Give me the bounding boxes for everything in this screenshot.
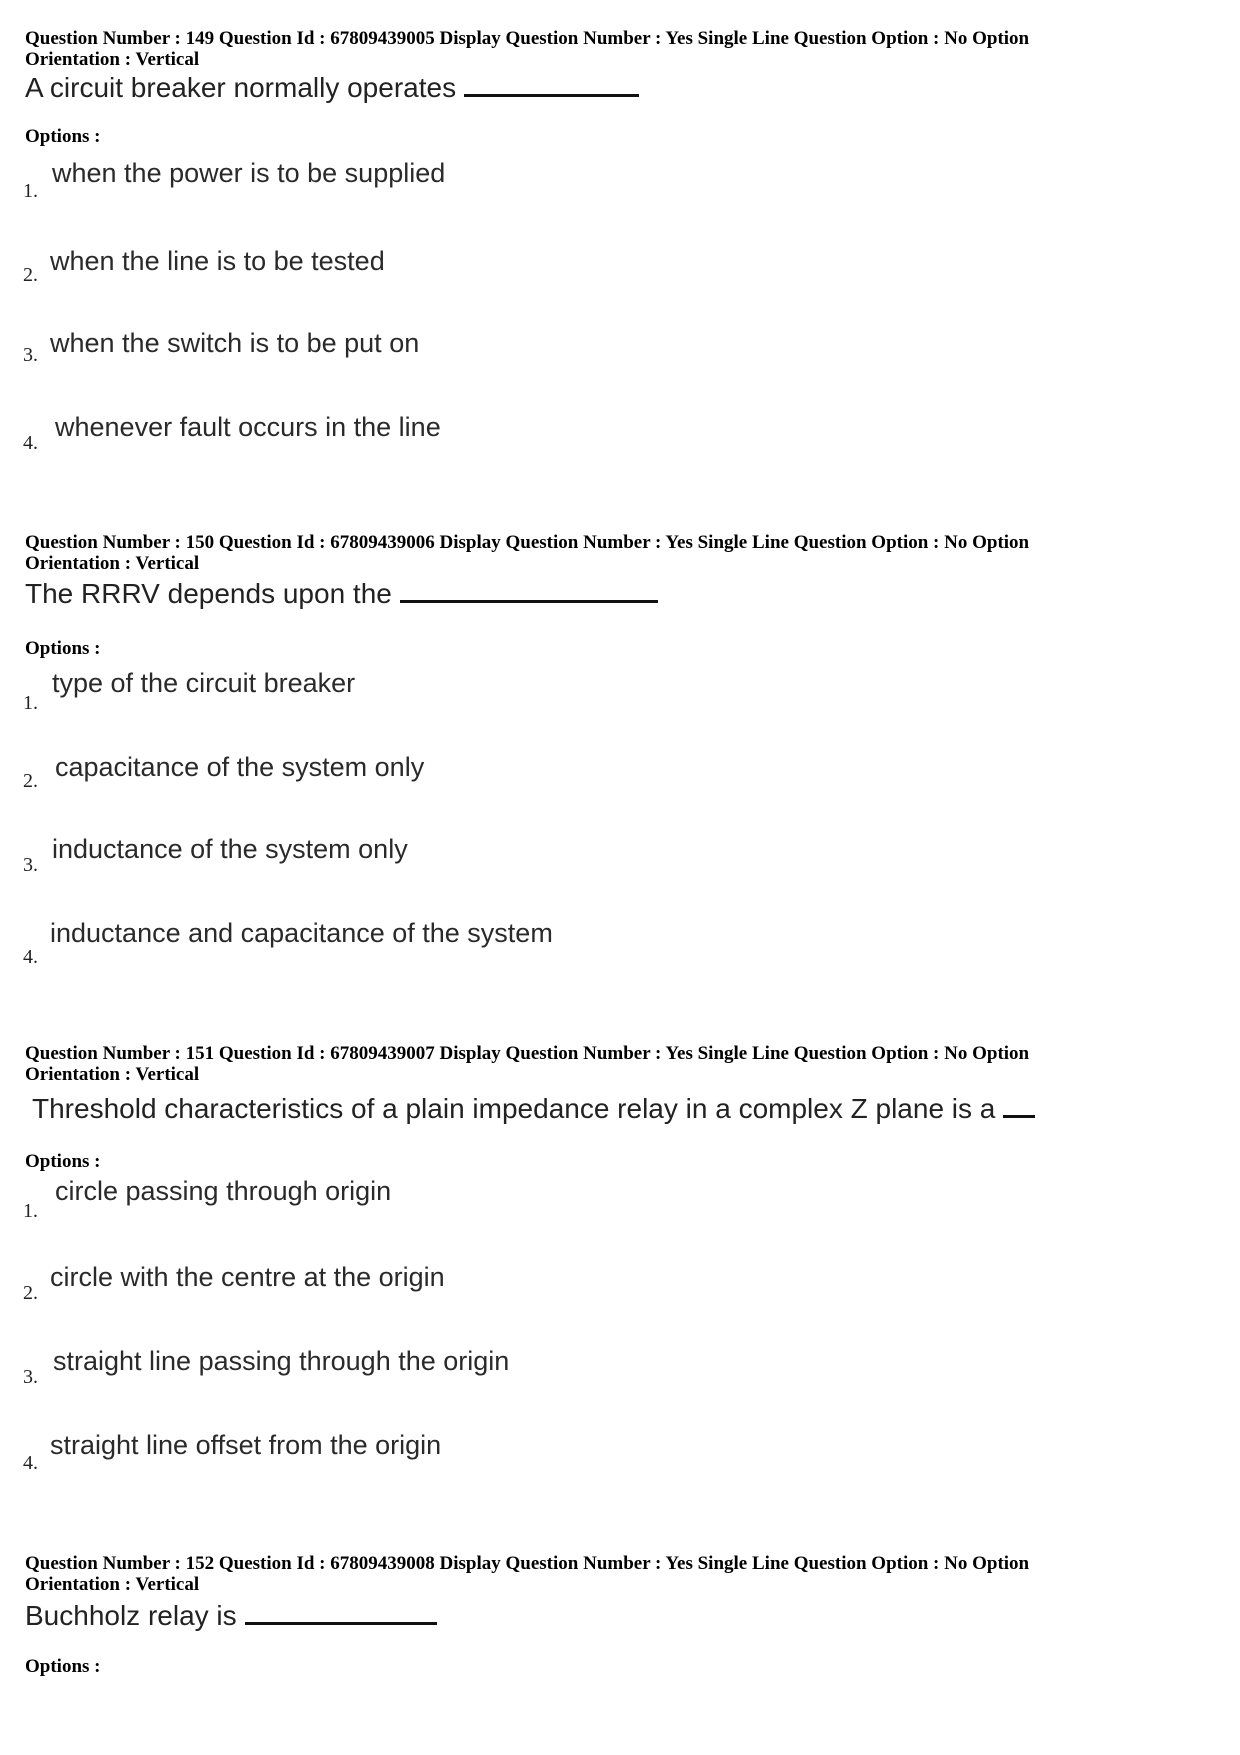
option-number: 1.	[23, 692, 38, 714]
option-number: 4.	[23, 1452, 38, 1474]
answer-blank	[245, 1600, 437, 1625]
option-text: when the switch is to be put on	[50, 328, 420, 358]
question-meta-line: Question Number : 152 Question Id : 67809439008 Display Question Number : Yes Single Line Question Option : No Option	[25, 1553, 1030, 1574]
option-text: inductance of the system only	[52, 834, 408, 864]
question-meta-line: Orientation : Vertical	[25, 1064, 200, 1085]
options-label: Options :	[25, 1656, 101, 1677]
option-number: 3.	[23, 1366, 38, 1388]
option-text: capacitance of the system only	[55, 752, 425, 782]
option-number: 3.	[23, 854, 38, 876]
option-number: 1.	[23, 180, 38, 202]
question-meta-line: Orientation : Vertical	[25, 1574, 200, 1595]
answer-blank	[464, 72, 639, 97]
question-149-stem	[25, 72, 639, 104]
question-meta-line: Question Number : 149 Question Id : 67809439005 Display Question Number : Yes Single Line Question Option : No Option	[25, 28, 1030, 49]
answer-blank	[400, 578, 658, 603]
option-number: 2.	[23, 264, 38, 286]
option-number: 2.	[23, 1282, 38, 1304]
option-text: type of the circuit breaker	[52, 668, 356, 698]
options-label: Options :	[25, 126, 101, 147]
question-151-stem	[32, 1093, 1035, 1125]
option-text: when the power is to be supplied	[52, 158, 446, 188]
options-label: Options :	[25, 1151, 101, 1172]
option-text: when the line is to be tested	[50, 246, 385, 276]
question-meta-line: Question Number : 150 Question Id : 67809439006 Display Question Number : Yes Single Line Question Option : No Option	[25, 532, 1030, 553]
question-stem-text: Threshold characteristics of a plain impedance relay in a complex Z plane is a	[32, 1093, 996, 1124]
question-151-header	[25, 1043, 1205, 1085]
option-number: 3.	[23, 344, 38, 366]
question-150-header	[25, 532, 1205, 574]
question-149-header	[25, 28, 1205, 70]
question-stem-text: A circuit breaker normally operates	[25, 72, 457, 103]
option-number: 4.	[23, 946, 38, 968]
question-stem-text: The RRRV depends upon the	[25, 578, 392, 609]
answer-blank	[1003, 1093, 1035, 1118]
question-152-stem	[25, 1600, 437, 1632]
option-text: circle passing through origin	[55, 1176, 392, 1206]
question-stem-text: Buchholz relay is	[25, 1600, 237, 1631]
question-meta-line: Question Number : 151 Question Id : 67809439007 Display Question Number : Yes Single Line Question Option : No Option	[25, 1043, 1030, 1064]
question-150-stem	[25, 578, 658, 610]
option-text: straight line passing through the origin	[53, 1346, 510, 1376]
options-label: Options :	[25, 638, 101, 659]
question-meta-line: Orientation : Vertical	[25, 49, 200, 70]
option-number: 4.	[23, 432, 38, 454]
option-number: 2.	[23, 770, 38, 792]
option-text: circle with the centre at the origin	[50, 1262, 445, 1292]
question-meta-line: Orientation : Vertical	[25, 553, 200, 574]
option-text: inductance and capacitance of the system	[50, 918, 553, 948]
question-152-header	[25, 1553, 1205, 1595]
option-number: 1.	[23, 1200, 38, 1222]
option-text: straight line offset from the origin	[50, 1430, 442, 1460]
option-text: whenever fault occurs in the line	[55, 412, 441, 442]
